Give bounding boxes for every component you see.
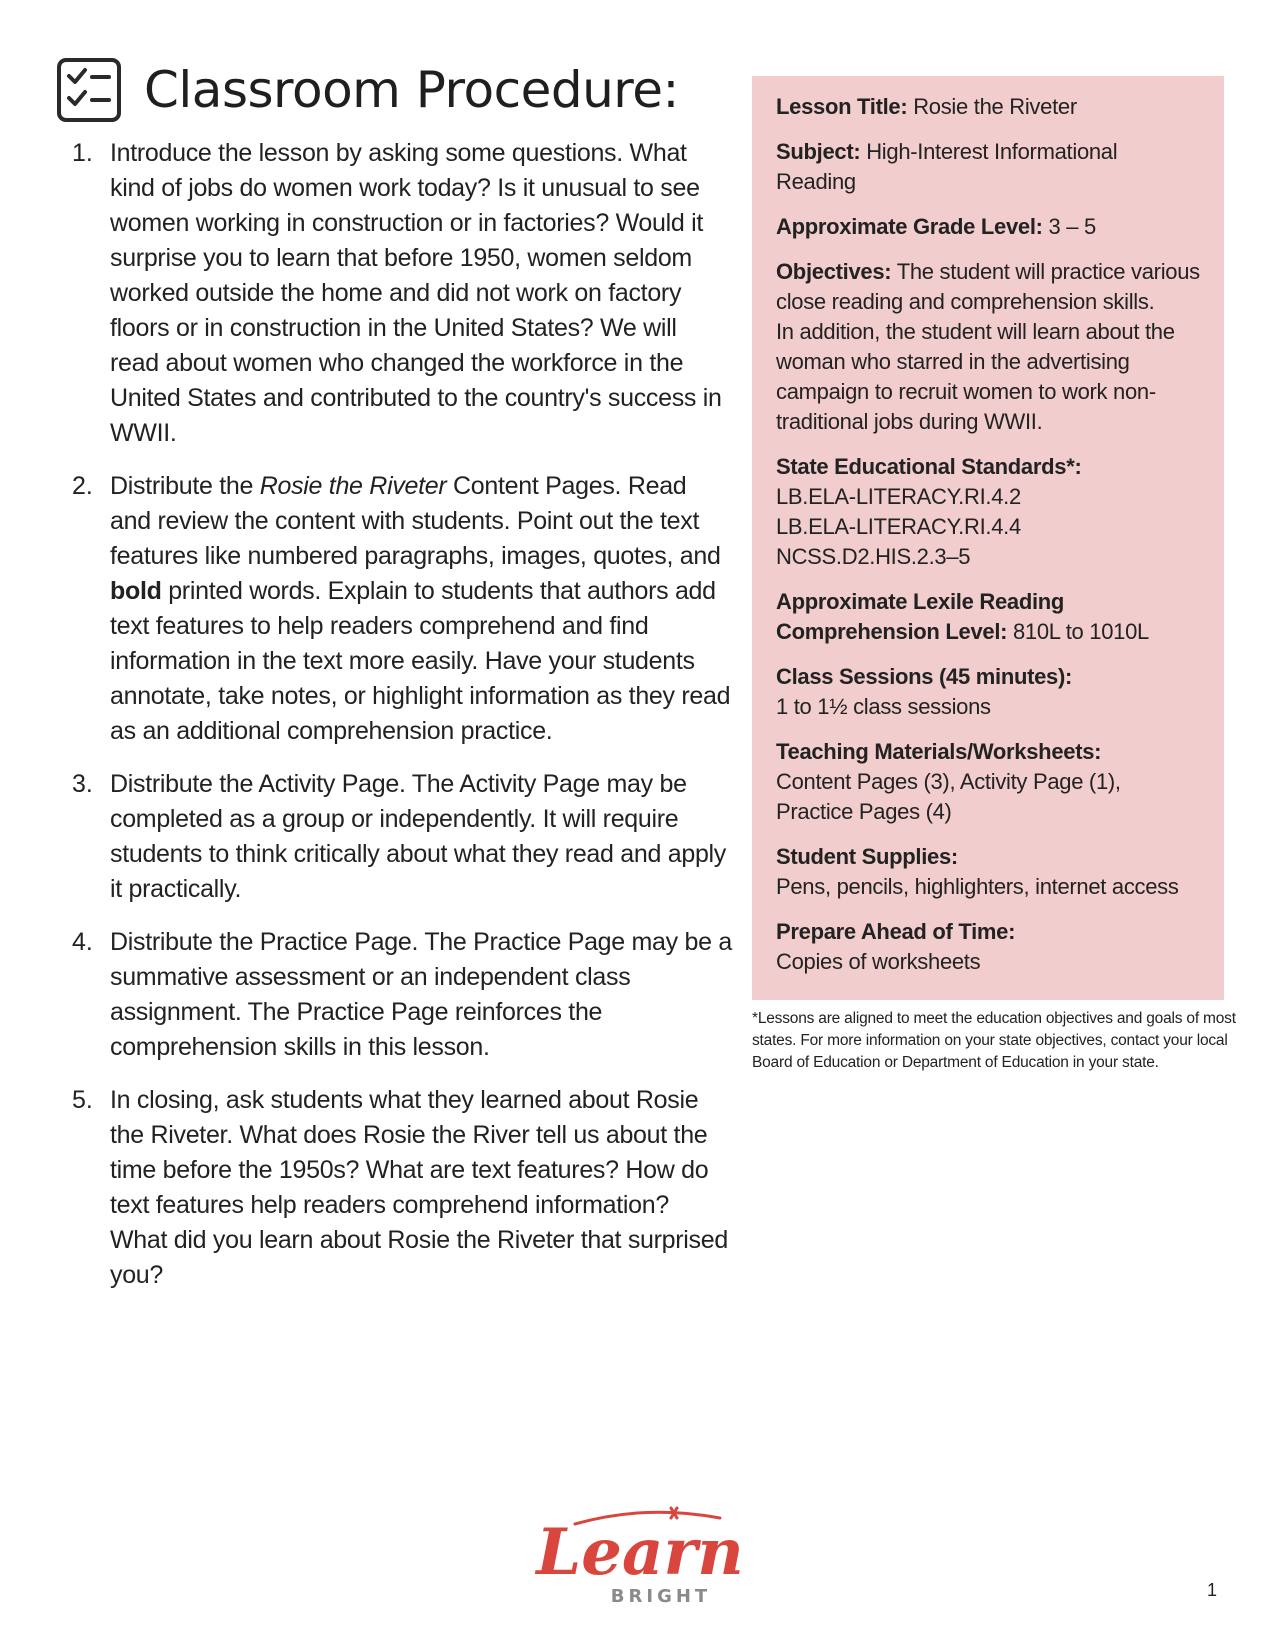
field-value: Content Pages (3), Activity Page (1), Practice Pages (4) bbox=[776, 769, 1121, 824]
step-text: Distribute the Activity Page. The Activity Page may be completed as a group or independently. It will require students to think critically about what they read and apply it practically. bbox=[110, 770, 727, 903]
field-label: Approximate Lexile Reading bbox=[776, 589, 1065, 614]
logo-subword: BRIGHT bbox=[610, 1586, 712, 1607]
step-4 bbox=[72, 925, 732, 1065]
field-value: Copies of worksheets bbox=[776, 949, 981, 974]
field-label: State Educational Standards*: bbox=[776, 454, 1082, 479]
objectives-field bbox=[776, 257, 1200, 437]
field-label: Student Supplies: bbox=[776, 844, 958, 869]
subject-field bbox=[776, 137, 1200, 197]
field-label: Objectives: bbox=[776, 259, 892, 284]
step-3 bbox=[72, 767, 732, 907]
procedure-steps bbox=[72, 136, 732, 1311]
step-number: 4. bbox=[72, 928, 93, 956]
step-5 bbox=[72, 1083, 732, 1293]
logo-word: Learn bbox=[536, 1515, 744, 1590]
step-text: In closing, ask students what they learned about Rosie the Riveter. What does Rosie the River tell us about the time before the 1950s? What are text features? How do text features help readers comprehend information? What did you learn about Rosie the Riveter that surprised you? bbox=[110, 1086, 728, 1289]
step-number: 5. bbox=[72, 1086, 93, 1114]
standards-footnote: *Lessons are aligned to meet the education objectives and goals of most states. For more information on your state objectives, contact your local Board of Education or Department of Education in your state. bbox=[752, 1010, 1236, 1071]
field-value: 1 to 1½ class sessions bbox=[776, 694, 991, 719]
step-text-part: Content Pages. Read and review the content with students. Point out the text features like numbered paragraphs, images, quotes, and bbox=[110, 472, 721, 570]
student-supplies-field bbox=[776, 842, 1200, 902]
checklist-icon bbox=[56, 57, 122, 123]
field-label: Comprehension Level: bbox=[776, 619, 1008, 644]
step-text-bold: bold bbox=[110, 577, 162, 605]
field-value: High-Interest Informational Reading bbox=[776, 139, 1118, 194]
step-text-part: printed words. Explain to students that authors add text features to help readers comprehend and find information in the text more easily. Have your students annotate, take notes, or highlight information as they read as an additional comprehension practice. bbox=[110, 577, 731, 745]
step-text: Distribute the Practice Page. The Practice Page may be a summative assessment or an independent class assignment. The Practice Page reinforces the comprehension skills in this lesson. bbox=[110, 928, 732, 1061]
step-number: 2. bbox=[72, 472, 93, 500]
standard-item: LB.ELA-LITERACY.RI.4.2 bbox=[776, 484, 1021, 509]
field-label: Approximate Grade Level: bbox=[776, 214, 1043, 239]
field-label: Prepare Ahead of Time: bbox=[776, 919, 1016, 944]
standards-field bbox=[776, 452, 1200, 572]
field-value: 3 – 5 bbox=[1048, 214, 1096, 239]
step-number: 1. bbox=[72, 139, 93, 167]
step-text bbox=[110, 469, 732, 749]
page-number: 1 bbox=[1207, 1580, 1218, 1600]
grade-level-field bbox=[776, 212, 1200, 242]
page-header bbox=[56, 54, 679, 126]
field-label: Teaching Materials/Worksheets: bbox=[776, 739, 1102, 764]
step-2 bbox=[72, 469, 732, 749]
step-text: Introduce the lesson by asking some questions. What kind of jobs do women work today? Is it unusual to see women working in construction or in factories? Would it surprise you to learn that before 1950, women seldom worked outside the home and did not work on factory floors or in construction in the United States? We will read about women who changed the workforce in the United States and contributed to the country's success in WWII. bbox=[110, 139, 722, 447]
prepare-ahead-field bbox=[776, 917, 1200, 977]
field-label: Class Sessions (45 minutes): bbox=[776, 664, 1073, 689]
field-value: The student will practice various close reading and comprehension skills. bbox=[776, 259, 1200, 314]
learn-bright-logo bbox=[535, 1502, 750, 1612]
lexile-field bbox=[776, 587, 1200, 647]
field-label: Lesson Title: bbox=[776, 94, 908, 119]
step-1 bbox=[72, 136, 732, 451]
field-value: Pens, pencils, highlighters, internet access bbox=[776, 874, 1179, 899]
field-value: 810L to 1010L bbox=[1012, 619, 1149, 644]
field-value: In addition, the student will learn about the woman who starred in the advertising campaign to recruit women to work non-traditional jobs during WWII. bbox=[776, 319, 1175, 434]
step-text-italic: Rosie the Riveter bbox=[259, 472, 447, 500]
standard-item: NCSS.D2.HIS.2.3–5 bbox=[776, 544, 971, 569]
field-label: Subject: bbox=[776, 139, 861, 164]
teaching-materials-field bbox=[776, 737, 1200, 827]
class-sessions-field bbox=[776, 662, 1200, 722]
page-title: Classroom Procedure: bbox=[144, 61, 679, 119]
lesson-title-field bbox=[776, 92, 1200, 122]
lesson-info-sidebar bbox=[752, 76, 1224, 1000]
standard-item: LB.ELA-LITERACY.RI.4.4 bbox=[776, 514, 1021, 539]
field-value: Rosie the Riveter bbox=[913, 94, 1077, 119]
step-number: 3. bbox=[72, 770, 93, 798]
step-text-part: Distribute the bbox=[110, 472, 260, 500]
